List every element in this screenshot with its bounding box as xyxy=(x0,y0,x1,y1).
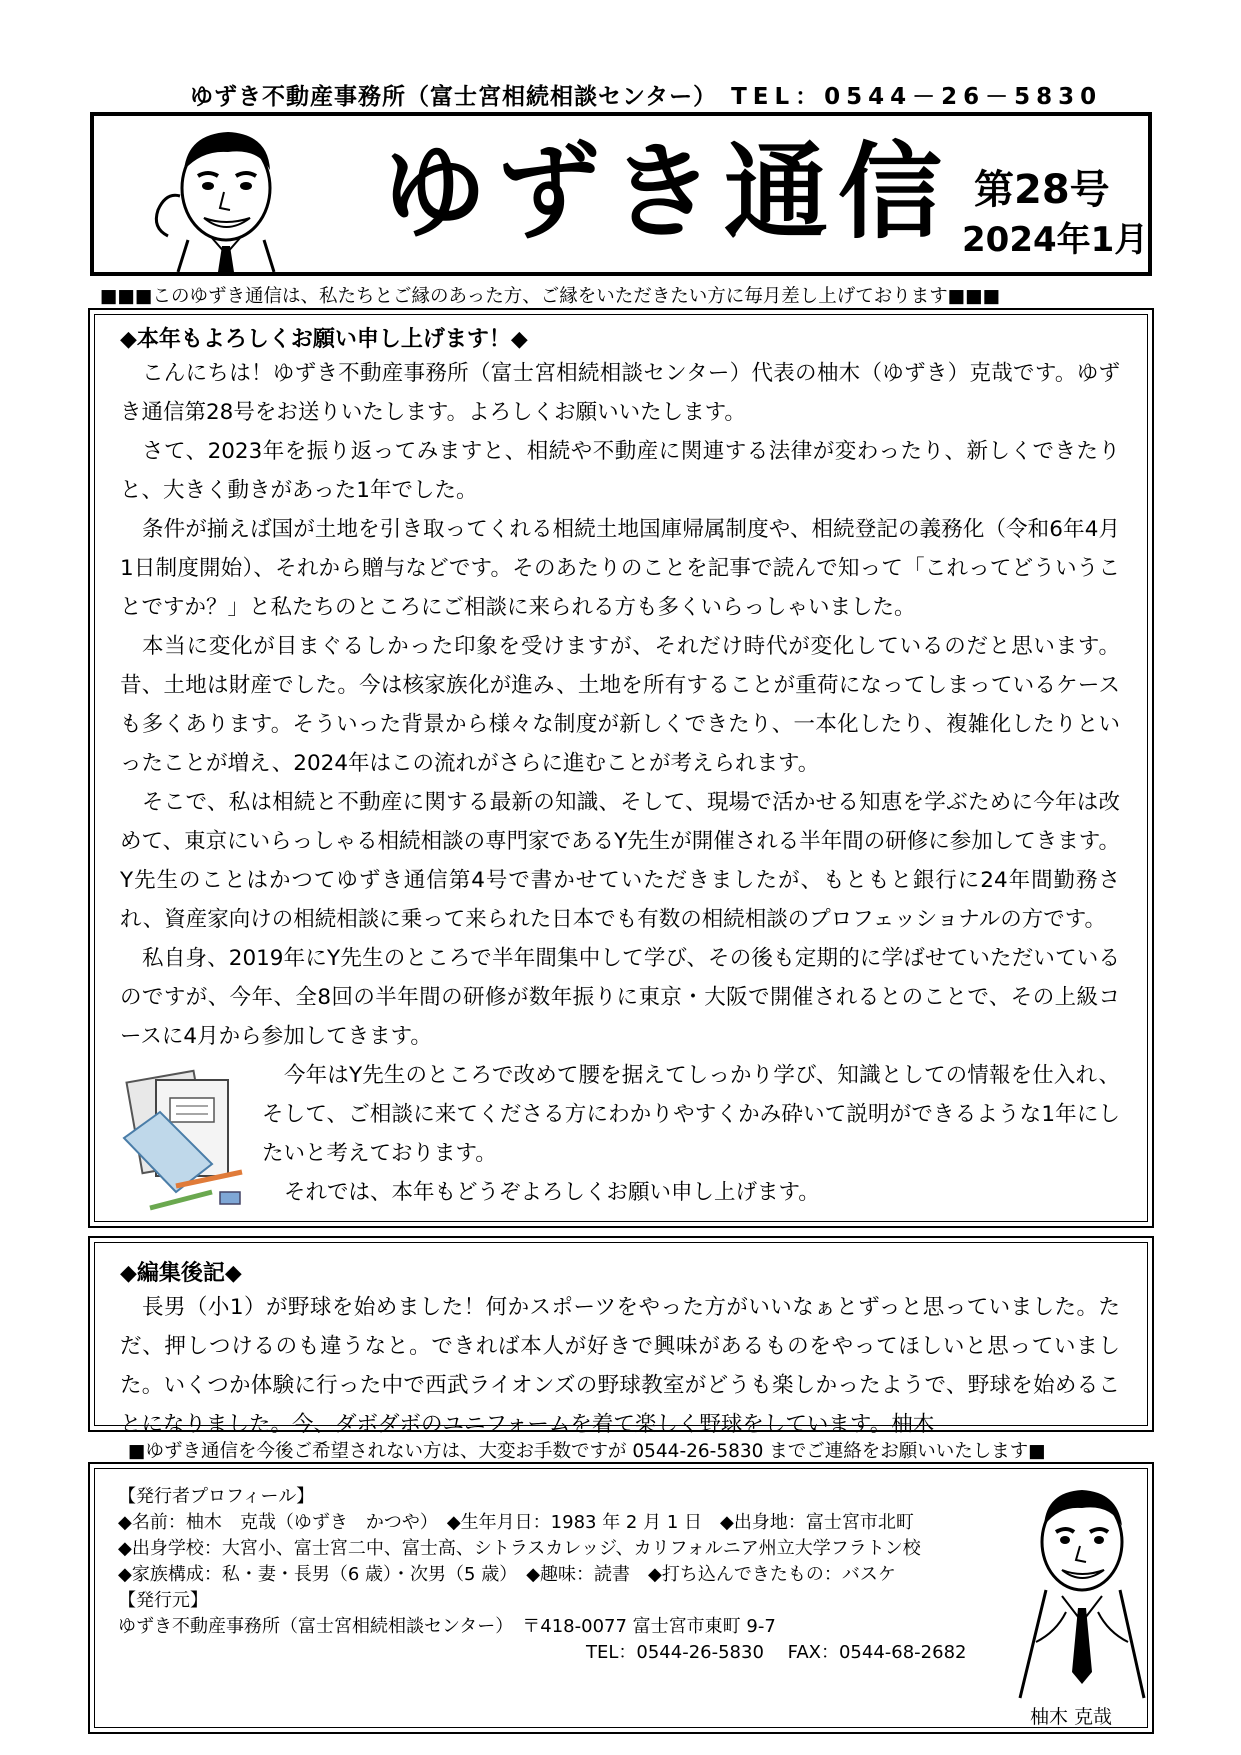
signature-name: 柚木 克哉 xyxy=(1030,1706,1113,1728)
postscript-text: 長男（小1）が野球を始めました！何かスポーツをやった方がいいなぁとずっと思っていました。ただ、押しつけるのも違うなと。できれば本人が好きで興味があるものをやってほしいと思っていました。いくつか体験に行った中で西武ライオンズの野球教室がどうも楽しかったようで、野球を始めることになりました。今、ダボダボのユニフォームを着て楽しく野球をしています。柚木 xyxy=(120,1295,1120,1437)
caricature-portrait-icon xyxy=(1016,1472,1146,1700)
publisher-heading: 【発行元】 xyxy=(118,1590,208,1611)
article-paragraph: こんにちは！ゆずき不動産事務所（富士宮相続相談センター）代表の柚木（ゆずき）克哉です。ゆずき通信第28号をお送りいたします。よろしくお願いいたします。 xyxy=(120,361,1120,425)
notebooks-illustration-icon xyxy=(116,1068,266,1218)
postscript-heading: ◆編集後記◆ xyxy=(120,1261,242,1286)
postscript-box xyxy=(88,1236,1154,1437)
issue-number: 第28号 xyxy=(974,167,1110,213)
publisher-contact: TEL：0544-26-5830 FAX：0544-68-2682 xyxy=(586,1642,967,1663)
article-paragraph: そこで、私は相続と不動産に関する最新の知識、そして、現場で活かせる知恵を学ぶために今年は改めて、東京にいらっしゃる相続相談の専門家であるY先生が開催される半年間の研修に参加してきます。Y先生のことはかつてゆずき通信第4号で書かせていただきましたが、もともと銀行に24年間勤務され、資産家向けの相続相談に乗って来られた日本でも有数の相続相談のプロフェッショナルの方です。 xyxy=(120,790,1120,932)
publisher-address: ゆずき不動産事務所（富士宮相続相談センター） 〒418-0077 富士宮市東町 9-7 xyxy=(118,1616,776,1637)
article-paragraph: さて、2023年を振り返ってみますと、相続や不動産に関連する法律が変わったり、新しくできたりと、大きく動きがあった1年でした。 xyxy=(120,439,1120,503)
profile-line: ◆出身学校：大宮小、富士宮二中、富士高、シトラスカレッジ、カリフォルニア州立大学フラトン校 xyxy=(118,1538,921,1559)
article-closing: それでは、本年もどうぞよろしくお願い申し上げます。 xyxy=(284,1180,820,1205)
profile-heading: 【発行者プロフィール】 xyxy=(118,1486,315,1507)
office-name: ゆずき不動産事務所（富士宮相続相談センター） xyxy=(190,84,718,110)
caricature-portrait-icon xyxy=(148,118,298,272)
article-paragraph: 今年はY先生のところで改めて腰を据えてしっかり学び、知識としての情報を仕入れ、そして、ご相談に来てくださる方にわかりやすくかみ砕いて説明ができるような1年にしたいと考えております。 xyxy=(262,1063,1120,1166)
issue-date: 2024年1月 xyxy=(962,220,1149,260)
profile-line: ◆名前：柚木 克哉（ゆずき かつや） ◆生年月日：1983 年 2 月 1 日 ◆出身地：富士宮市北町 xyxy=(118,1512,914,1533)
unsubscribe-notice: ■ゆずき通信を今後ご希望されない方は、大変お手数ですが 0544-26-5830 までご連絡をお願いいたします■ xyxy=(128,1441,1046,1462)
article-paragraph: 私自身、2019年にY先生のところで半年間集中して学び、その後も定期的に学ばせていただいているのですが、今年、全8回の半年間の研修が数年振りに東京・大阪で開催されるとのことで、その上級コースに4月から参加してきます。 xyxy=(120,946,1120,1049)
office-tel: TEL：0544－26－5830 xyxy=(731,84,1103,110)
masthead xyxy=(90,112,1152,276)
office-header-line xyxy=(190,78,1102,111)
profile-line: ◆家族構成：私・妻・長男（6 歳）・次男（5 歳） ◆趣味：読書 ◆打ち込んできたもの：バスケ xyxy=(118,1564,896,1585)
article-heading: ◆本年もよろしくお願い申し上げます！◆ xyxy=(120,327,528,352)
newsletter-title: ゆずき通信 xyxy=(382,131,953,253)
article-paragraph: 条件が揃えば国が土地を引き取ってくれる相続土地国庫帰属制度や、相続登記の義務化（令和6年4月1日制度開始）、それから贈与などです。そのあたりのことを記事で読んで知って「これってどういうことですか？」と私たちのところにご相談に来られる方も多くいらっしゃいました。 xyxy=(120,517,1120,620)
masthead-banner: ■■■このゆずき通信は、私たちとご縁のあった方、ご縁をいただきたい方に毎月差し上げております■■■ xyxy=(100,286,1001,307)
article-paragraph: 本当に変化が目まぐるしかった印象を受けますが、それだけ時代が変化しているのだと思います。昔、土地は財産でした。今は核家族化が進み、土地を所有することが重荷になってしまっているケースも多くあります。そういった背景から様々な制度が新しくできたり、一本化したり、複雑化したりといったことが増え、2024年はこの流れがさらに進むことが考えられます。 xyxy=(120,634,1120,776)
